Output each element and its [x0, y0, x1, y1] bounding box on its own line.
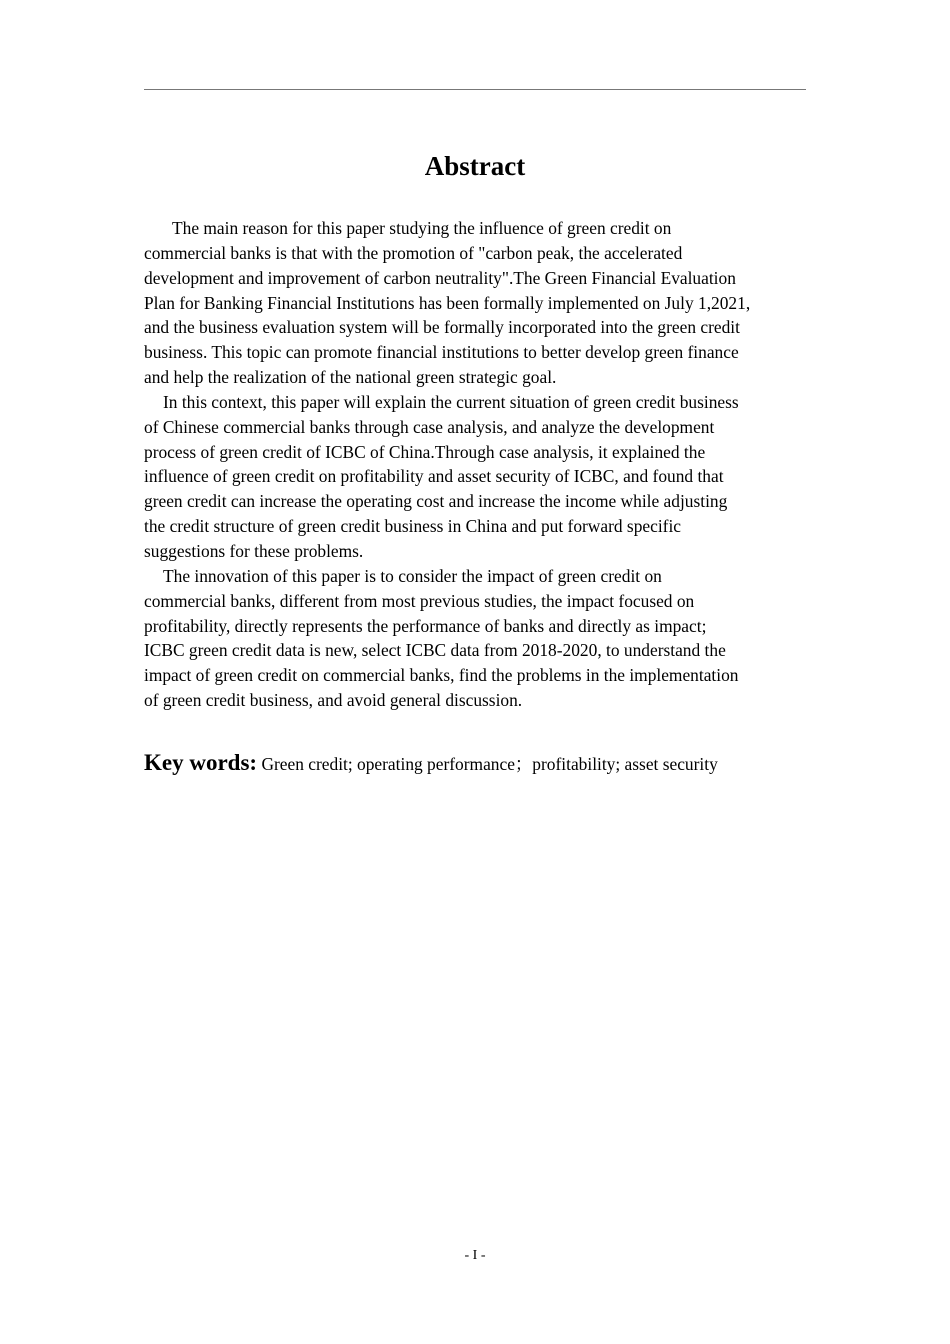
header-rule: [144, 89, 806, 90]
text-line: In this context, this paper will explain the current situation of green credit business: [163, 391, 739, 412]
abstract-paragraph: [144, 216, 824, 390]
text-line: impact of green credit on commercial banks, find the problems in the implementation: [144, 665, 739, 686]
text-line: business. This topic can promote financial institutions to better develop green finance: [144, 342, 739, 363]
text-line: The innovation of this paper is to consider the impact of green credit on: [163, 565, 662, 586]
text-line: of green credit business, and avoid general discussion.: [144, 690, 523, 711]
text-line: influence of green credit on profitability and asset security of ICBC, and found that: [144, 466, 724, 487]
text-line: process of green credit of ICBC of China.Through case analysis, it explained the: [144, 441, 706, 462]
text-line: ICBC green credit data is new, select ICBC data from 2018-2020, to understand the: [144, 640, 726, 661]
text-line: of Chinese commercial banks through case analysis, and analyze the development: [144, 416, 715, 437]
keywords-text: Green credit; operating performance；profitability; asset security: [261, 754, 718, 774]
text-line: suggestions for these problems.: [144, 540, 364, 561]
text-line: commercial banks is that with the promotion of "carbon peak, the accelerated: [144, 242, 683, 263]
text-line: development and improvement of carbon neutrality".The Green Financial Evaluation: [144, 267, 736, 288]
page-number: - I -: [464, 1248, 486, 1263]
page-title: Abstract: [424, 151, 526, 181]
abstract-body: [144, 216, 824, 713]
text-line: the credit structure of green credit business in China and put forward specific: [144, 516, 681, 537]
keywords: [144, 748, 718, 779]
text-line: commercial banks, different from most previous studies, the impact focused on: [144, 590, 695, 611]
text-line: profitability, directly represents the performance of banks and directly as impact;: [144, 615, 707, 636]
text-line: and help the realization of the national green strategic goal.: [144, 367, 557, 388]
text-line: The main reason for this paper studying the influence of green credit on: [172, 218, 672, 238]
abstract-paragraph: [144, 390, 824, 564]
abstract-paragraph: [144, 564, 824, 713]
text-line: and the business evaluation system will be formally incorporated into the green credit: [144, 317, 740, 338]
keywords-label: Key words:: [144, 750, 258, 775]
text-line: Plan for Banking Financial Institutions has been formally implemented on July 1,2021,: [144, 292, 751, 313]
text-line: green credit can increase the operating cost and increase the income while adjusting: [144, 491, 728, 512]
